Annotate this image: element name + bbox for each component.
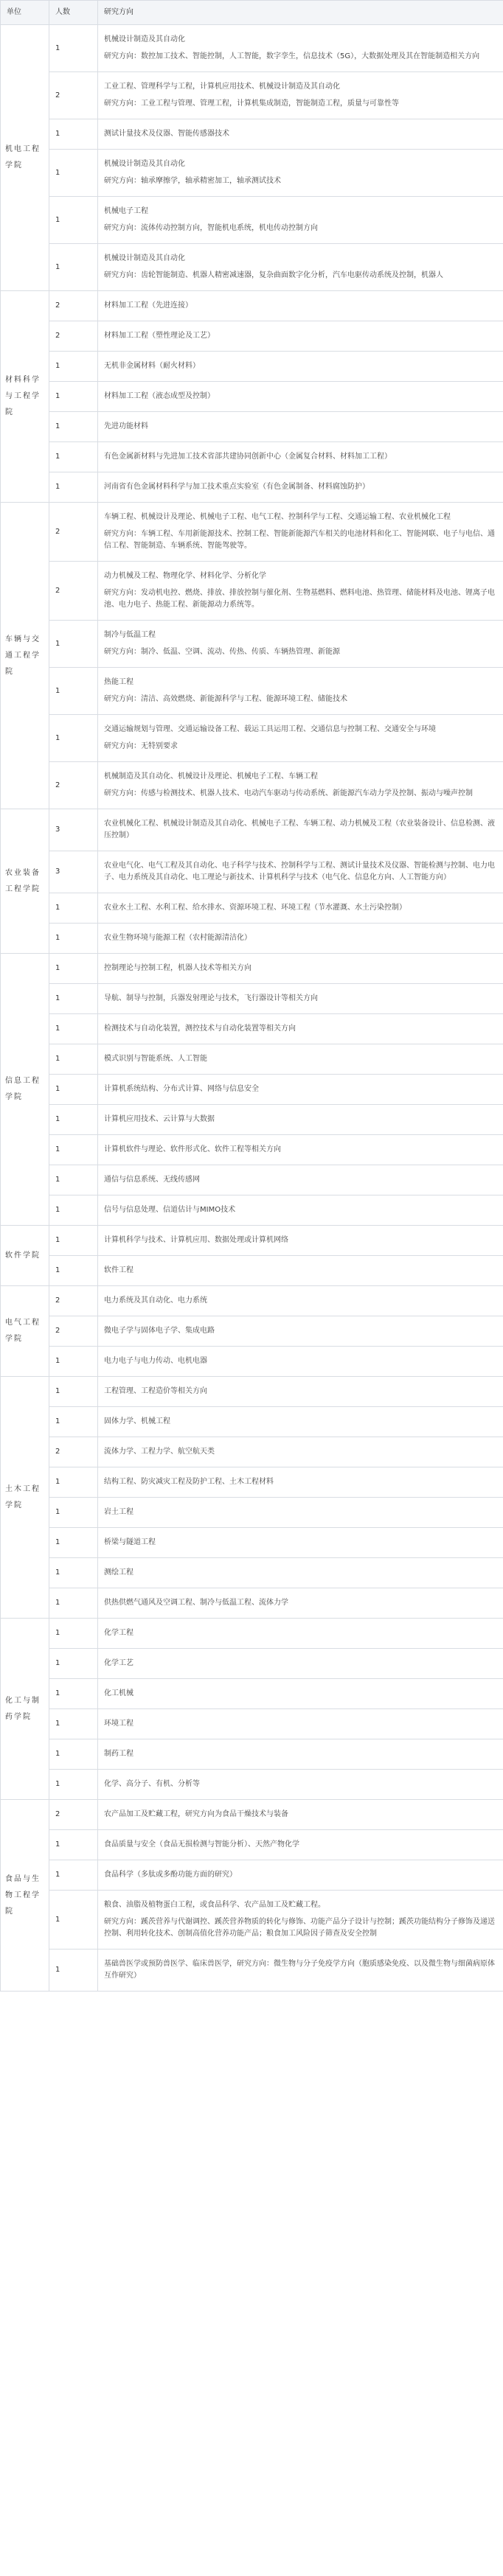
direction-line: 供热供燃气通风及空调工程、制冷与低温工程、流体力学 bbox=[104, 1599, 288, 1607]
direction-line: 计算机科学与技术、计算机应用、数据处理或计算机网络 bbox=[104, 1236, 288, 1244]
direction-cell bbox=[98, 1709, 503, 1739]
count-cell: 1 bbox=[49, 1377, 98, 1407]
direction-cell bbox=[98, 503, 503, 562]
count-cell: 1 bbox=[49, 244, 98, 291]
direction-cell bbox=[98, 25, 503, 72]
count-cell: 1 bbox=[49, 1588, 98, 1619]
table-row bbox=[1, 984, 503, 1014]
count-cell: 1 bbox=[49, 984, 98, 1014]
unit-name: 电气工程学院 bbox=[5, 1319, 41, 1343]
direction-cell bbox=[98, 762, 503, 809]
table-row bbox=[1, 503, 503, 562]
unit-cell bbox=[1, 291, 49, 503]
table-row bbox=[1, 25, 503, 72]
unit-name: 信息工程学院 bbox=[5, 1077, 41, 1101]
table-row bbox=[1, 472, 503, 503]
direction-line: 桥梁与隧道工程 bbox=[104, 1538, 156, 1546]
direction-line: 计算机软件与理论、软件形式化、软件工程等相关方向 bbox=[104, 1145, 281, 1153]
unit-name: 车辆与交通工程学院 bbox=[5, 635, 41, 676]
direction-line: 研究方向：流体传动控制方向，智能机电系统，机电传动控制方向 bbox=[104, 224, 318, 232]
direction-line: 材料加工工程（先进连接） bbox=[104, 301, 192, 310]
count-cell: 1 bbox=[49, 621, 98, 668]
table-row bbox=[1, 1135, 503, 1165]
table-row bbox=[1, 1679, 503, 1709]
direction-line: 农业水土工程、水利工程、给水排水、资源环境工程、环境工程（节水灌溉、水土污染控制） bbox=[104, 904, 406, 912]
count-cell: 1 bbox=[49, 1891, 98, 1950]
direction-cell bbox=[98, 197, 503, 244]
direction-line: 材料加工工程（液态成型及控制） bbox=[104, 392, 215, 400]
count-cell: 1 bbox=[49, 119, 98, 150]
direction-cell bbox=[98, 1498, 503, 1528]
direction-line: 机械设计制造及其自动化 bbox=[104, 35, 185, 43]
table-row bbox=[1, 668, 503, 715]
direction-cell bbox=[98, 621, 503, 668]
count-cell: 3 bbox=[49, 809, 98, 851]
count-cell: 1 bbox=[49, 1558, 98, 1588]
direction-line: 农业生物环境与能源工程（农村能源清洁化） bbox=[104, 934, 252, 942]
header-unit: 单位 bbox=[1, 1, 49, 25]
table-row bbox=[1, 809, 503, 851]
direction-cell bbox=[98, 1558, 503, 1588]
unit-name: 农业装备工程学院 bbox=[5, 868, 41, 893]
direction-line: 化学工艺 bbox=[104, 1659, 133, 1667]
header-direction: 研究方向 bbox=[98, 1, 503, 25]
direction-cell bbox=[98, 1770, 503, 1800]
table-row bbox=[1, 1195, 503, 1226]
direction-cell bbox=[98, 150, 503, 197]
count-cell: 1 bbox=[49, 1649, 98, 1679]
table-row bbox=[1, 1286, 503, 1316]
table-row bbox=[1, 412, 503, 442]
table-row bbox=[1, 1950, 503, 1992]
direction-line: 信号与信息处理、信道估计与MIMO技术 bbox=[104, 1206, 236, 1214]
unit-cell bbox=[1, 1286, 49, 1377]
direction-cell bbox=[98, 72, 503, 119]
direction-cell bbox=[98, 809, 503, 851]
direction-cell bbox=[98, 1739, 503, 1770]
count-cell: 1 bbox=[49, 25, 98, 72]
direction-line: 研究方向：制冷、低温、空调、流动、传热、传质、车辆热管理、新能源 bbox=[104, 648, 340, 656]
direction-line: 通信与信息系统、无线传感网 bbox=[104, 1176, 200, 1184]
direction-line: 农业电气化、电气工程及其自动化、电子科学与技术、控制科学与工程、测试计量技术及仪器、智能检测与控制、电力电子、电力系统及其自动化、电工理论与新技术、计算机科学与技术（电气化、信息化方向、人工智能方向） bbox=[104, 862, 495, 882]
count-cell: 2 bbox=[49, 1437, 98, 1467]
unit-cell bbox=[1, 954, 49, 1226]
direction-line: 测绘工程 bbox=[104, 1568, 133, 1577]
direction-cell bbox=[98, 893, 503, 924]
direction-cell bbox=[98, 1014, 503, 1044]
direction-line: 岩土工程 bbox=[104, 1508, 133, 1516]
direction-line: 先进功能材料 bbox=[104, 422, 148, 430]
count-cell: 1 bbox=[49, 1950, 98, 1992]
direction-cell bbox=[98, 1316, 503, 1347]
direction-line: 交通运输规划与管理、交通运输设备工程、载运工具运用工程、交通信息与控制工程、交通安全与环境 bbox=[104, 725, 436, 733]
direction-cell bbox=[98, 1256, 503, 1286]
count-cell: 1 bbox=[49, 893, 98, 924]
direction-line: 化工机械 bbox=[104, 1689, 133, 1697]
direction-line: 材料加工工程（塑性理论及工艺） bbox=[104, 332, 215, 340]
count-cell: 1 bbox=[49, 1135, 98, 1165]
count-cell: 1 bbox=[49, 1498, 98, 1528]
direction-line: 车辆工程、机械设计及理论、机械电子工程、电气工程、控制科学与工程、交通运输工程、农业机械化工程 bbox=[104, 513, 451, 521]
unit-cell bbox=[1, 1800, 49, 1992]
direction-line: 农产品加工及贮藏工程，研究方向为食品干燥技术与装备 bbox=[104, 1810, 288, 1818]
direction-cell bbox=[98, 1226, 503, 1256]
direction-line: 控制理论与控制工程，机器人技术等相关方向 bbox=[104, 964, 252, 972]
unit-cell bbox=[1, 503, 49, 809]
direction-line: 微电子学与固体电子学、集成电路 bbox=[104, 1327, 215, 1335]
direction-cell bbox=[98, 1407, 503, 1437]
direction-line: 有色金属新材料与先进加工技术省部共建协同创新中心（金属复合材料、材料加工工程） bbox=[104, 453, 392, 461]
direction-cell bbox=[98, 321, 503, 352]
direction-cell bbox=[98, 984, 503, 1014]
table-row bbox=[1, 442, 503, 472]
unit-name: 材料科学与工程学院 bbox=[5, 376, 41, 416]
table-row bbox=[1, 1709, 503, 1739]
direction-line: 计算机应用技术、云计算与大数据 bbox=[104, 1115, 215, 1123]
direction-line: 检测技术与自动化装置，测控技术与自动化装置等相关方向 bbox=[104, 1025, 296, 1033]
unit-name: 机电工程学院 bbox=[5, 145, 41, 170]
count-cell: 1 bbox=[49, 1044, 98, 1075]
count-cell: 1 bbox=[49, 1105, 98, 1135]
count-cell: 2 bbox=[49, 72, 98, 119]
direction-line: 化学、高分子、有机、分析等 bbox=[104, 1780, 200, 1788]
direction-line: 研究方向：齿轮智能制造、机器人精密减速器，复杂曲面数字化分析，汽车电驱传动系统及控制，机器人 bbox=[104, 271, 443, 279]
table-row bbox=[1, 1347, 503, 1377]
count-cell: 1 bbox=[49, 442, 98, 472]
count-cell: 1 bbox=[49, 1195, 98, 1226]
count-cell: 2 bbox=[49, 762, 98, 809]
direction-line: 模式识别与智能系统、人工智能 bbox=[104, 1055, 207, 1063]
table-row bbox=[1, 291, 503, 321]
count-cell: 1 bbox=[49, 472, 98, 503]
count-cell: 1 bbox=[49, 412, 98, 442]
table-row bbox=[1, 1226, 503, 1256]
table-row bbox=[1, 851, 503, 893]
direction-line: 食品质量与安全（食品无损检测与智能分析）、天然产物化学 bbox=[104, 1840, 299, 1849]
direction-line: 食品科学（多肽或多酚功能方面的研究） bbox=[104, 1871, 237, 1879]
direction-line: 电力电子与电力传动、电机电器 bbox=[104, 1357, 207, 1365]
table-row bbox=[1, 621, 503, 668]
unit-name: 土木工程学院 bbox=[5, 1484, 41, 1509]
table-row bbox=[1, 352, 503, 382]
count-cell: 1 bbox=[49, 954, 98, 984]
direction-cell bbox=[98, 291, 503, 321]
count-cell: 2 bbox=[49, 562, 98, 621]
table-row bbox=[1, 1649, 503, 1679]
direction-cell bbox=[98, 1377, 503, 1407]
direction-cell bbox=[98, 1619, 503, 1649]
direction-line: 测试计量技术及仪器、智能传感器技术 bbox=[104, 130, 229, 138]
unit-cell bbox=[1, 1226, 49, 1286]
unit-name: 软件学院 bbox=[5, 1251, 41, 1260]
count-cell: 1 bbox=[49, 1165, 98, 1195]
table-row bbox=[1, 1437, 503, 1467]
table-row bbox=[1, 150, 503, 197]
direction-cell bbox=[98, 1860, 503, 1891]
direction-cell bbox=[98, 412, 503, 442]
count-cell: 1 bbox=[49, 1679, 98, 1709]
direction-cell bbox=[98, 1135, 503, 1165]
direction-line: 机械设计制造及其自动化 bbox=[104, 254, 185, 262]
direction-cell bbox=[98, 1105, 503, 1135]
count-cell: 2 bbox=[49, 321, 98, 352]
direction-cell bbox=[98, 1679, 503, 1709]
table-row bbox=[1, 924, 503, 954]
direction-cell bbox=[98, 1950, 503, 1992]
count-cell: 1 bbox=[49, 150, 98, 197]
count-cell: 1 bbox=[49, 1347, 98, 1377]
direction-line: 基础兽医学或预防兽医学、临床兽医学，研究方向：微生物与分子免疫学方向（胞质感染免疫、以及微生物与细菌病原体互作研究） bbox=[104, 1960, 495, 1980]
table-row bbox=[1, 1528, 503, 1558]
count-cell: 1 bbox=[49, 1528, 98, 1558]
unit-cell bbox=[1, 1377, 49, 1619]
direction-line: 研究方向：无特别要求 bbox=[104, 742, 178, 750]
table-row bbox=[1, 1467, 503, 1498]
direction-line: 结构工程、防灾减灾工程及防护工程、土木工程材料 bbox=[104, 1478, 274, 1486]
table-row bbox=[1, 1619, 503, 1649]
direction-cell bbox=[98, 1437, 503, 1467]
direction-line: 机械制造及其自动化、机械设计及理论、机械电子工程、车辆工程 bbox=[104, 772, 318, 781]
direction-cell bbox=[98, 1165, 503, 1195]
direction-cell bbox=[98, 382, 503, 412]
direction-line: 电力系统及其自动化、电力系统 bbox=[104, 1296, 207, 1305]
direction-cell bbox=[98, 244, 503, 291]
direction-line: 研究方向：车辆工程、车用新能源技术、控制工程、智能新能源汽车相关的电池材料和化工、智能网联、电子与电信、通信工程、智能制造、车辆系统、智能驾驶等。 bbox=[104, 530, 495, 550]
count-cell: 2 bbox=[49, 1800, 98, 1830]
direction-line: 动力机械及工程、物理化学、材料化学、分析化学 bbox=[104, 572, 266, 580]
direction-line: 环境工程 bbox=[104, 1720, 133, 1728]
table-row bbox=[1, 244, 503, 291]
direction-cell bbox=[98, 1588, 503, 1619]
direction-cell bbox=[98, 1075, 503, 1105]
table-row bbox=[1, 1498, 503, 1528]
table-row bbox=[1, 1558, 503, 1588]
direction-line: 研究方向：传感与检测技术、机器人技术、电动汽车驱动与传动系统、新能源汽车动力学及控制、振动与噪声控制 bbox=[104, 789, 473, 797]
direction-line: 机械设计制造及其自动化 bbox=[104, 160, 185, 168]
direction-line: 软件工程 bbox=[104, 1266, 133, 1274]
table-row bbox=[1, 1105, 503, 1135]
unit-cell bbox=[1, 25, 49, 291]
direction-cell bbox=[98, 1649, 503, 1679]
direction-cell bbox=[98, 1195, 503, 1226]
table-row bbox=[1, 197, 503, 244]
count-cell: 1 bbox=[49, 1739, 98, 1770]
direction-cell bbox=[98, 562, 503, 621]
table-row bbox=[1, 321, 503, 352]
direction-line: 流体力学、工程力学、航空航天类 bbox=[104, 1448, 215, 1456]
direction-cell bbox=[98, 442, 503, 472]
count-cell: 1 bbox=[49, 1075, 98, 1105]
direction-line: 导航、制导与控制，兵器发射理论与技术，飞行器设计等相关方向 bbox=[104, 994, 318, 1002]
direction-cell bbox=[98, 1286, 503, 1316]
direction-cell bbox=[98, 1891, 503, 1950]
direction-cell bbox=[98, 472, 503, 503]
table-row bbox=[1, 1014, 503, 1044]
direction-line: 研究方向：清洁、高效燃烧、新能源科学与工程、能源环境工程、储能技术 bbox=[104, 695, 347, 703]
direction-cell bbox=[98, 668, 503, 715]
direction-cell bbox=[98, 119, 503, 150]
direction-line: 研究方向：发动机电控、燃烧、排放、排放控制与催化剂、生物基燃料、燃料电池、热管理、储能材料及电池、锂离子电池、电力电子、热能工程、新能源动力系统等。 bbox=[104, 589, 495, 609]
count-cell: 2 bbox=[49, 503, 98, 562]
direction-line: 研究方向：蹊茨营养与代谢调控、蹊茨营养物质的转化与修饰、功能产品分子设计与控制；蹊茨功能结构分子修饰及递送控制、利用转化技术、创制高值化营养功能产品；粮食加工风险因子筛查及安全控制 bbox=[104, 1918, 495, 1938]
direction-line: 固体力学、机械工程 bbox=[104, 1417, 170, 1425]
direction-cell bbox=[98, 1830, 503, 1860]
table-header-row bbox=[1, 1, 503, 25]
table-row bbox=[1, 715, 503, 762]
count-cell: 1 bbox=[49, 1830, 98, 1860]
direction-line: 机械电子工程 bbox=[104, 207, 148, 215]
direction-cell bbox=[98, 924, 503, 954]
table-row bbox=[1, 1407, 503, 1437]
table-row bbox=[1, 1044, 503, 1075]
table-row bbox=[1, 1588, 503, 1619]
table-row bbox=[1, 1075, 503, 1105]
direction-cell bbox=[98, 1467, 503, 1498]
count-cell: 3 bbox=[49, 851, 98, 893]
table-row bbox=[1, 954, 503, 984]
count-cell: 1 bbox=[49, 668, 98, 715]
count-cell: 1 bbox=[49, 352, 98, 382]
count-cell: 1 bbox=[49, 1407, 98, 1437]
unit-cell bbox=[1, 1619, 49, 1800]
count-cell: 1 bbox=[49, 1226, 98, 1256]
direction-line: 研究方向：轴承摩擦学，轴承精密加工，轴承测试技术 bbox=[104, 177, 281, 185]
table-row bbox=[1, 1256, 503, 1286]
count-cell: 1 bbox=[49, 1709, 98, 1739]
table-row bbox=[1, 1830, 503, 1860]
direction-cell bbox=[98, 352, 503, 382]
unit-cell bbox=[1, 809, 49, 954]
direction-line: 化学工程 bbox=[104, 1629, 133, 1637]
table-body bbox=[1, 25, 503, 1992]
table-row bbox=[1, 1316, 503, 1347]
count-cell: 1 bbox=[49, 1256, 98, 1286]
direction-line: 热能工程 bbox=[104, 678, 133, 686]
direction-line: 无机非金属材料（耐火材料） bbox=[104, 362, 200, 370]
direction-cell bbox=[98, 1800, 503, 1830]
direction-line: 农业机械化工程、机械设计制造及其自动化、机械电子工程、车辆工程、动力机械及工程（农业装备设计、信息检测、液压控制） bbox=[104, 820, 495, 840]
table-row bbox=[1, 1800, 503, 1830]
direction-line: 粮食、油脂及植物蛋白工程，或食品科学、农产品加工及贮藏工程。 bbox=[104, 1901, 325, 1909]
count-cell: 1 bbox=[49, 1467, 98, 1498]
count-cell: 1 bbox=[49, 197, 98, 244]
unit-name: 化工与制药学院 bbox=[5, 1696, 41, 1721]
count-cell: 2 bbox=[49, 1286, 98, 1316]
table-row bbox=[1, 1860, 503, 1891]
count-cell: 1 bbox=[49, 1014, 98, 1044]
count-cell: 2 bbox=[49, 1316, 98, 1347]
direction-line: 河南省有色金属材料科学与加工技术重点实验室（有色金属制备、材料腐蚀防护） bbox=[104, 483, 370, 491]
table-row bbox=[1, 1739, 503, 1770]
direction-cell bbox=[98, 1347, 503, 1377]
count-cell: 1 bbox=[49, 924, 98, 954]
direction-line: 工程管理、工程造价等相关方向 bbox=[104, 1387, 207, 1395]
table-row bbox=[1, 562, 503, 621]
table-row bbox=[1, 119, 503, 150]
table-row bbox=[1, 1770, 503, 1800]
count-cell: 1 bbox=[49, 1770, 98, 1800]
count-cell: 1 bbox=[49, 715, 98, 762]
table-row bbox=[1, 1891, 503, 1950]
direction-cell bbox=[98, 851, 503, 893]
direction-line: 计算机系统结构、分布式计算、网络与信息安全 bbox=[104, 1085, 259, 1093]
direction-line: 研究方向：数控加工技术、智能控制，人工智能，数字孪生，信息技术（5G），大数据处理及其在智能制造相关方向 bbox=[104, 52, 480, 60]
direction-cell bbox=[98, 715, 503, 762]
direction-cell bbox=[98, 1528, 503, 1558]
count-cell: 1 bbox=[49, 1860, 98, 1891]
direction-line: 工业工程、管理科学与工程，计算机应用技术、机械设计制造及其自动化 bbox=[104, 83, 340, 91]
count-cell: 2 bbox=[49, 291, 98, 321]
direction-cell bbox=[98, 954, 503, 984]
table-row bbox=[1, 1377, 503, 1407]
direction-cell bbox=[98, 1044, 503, 1075]
direction-line: 制冷与低温工程 bbox=[104, 631, 156, 639]
direction-line: 研究方向：工业工程与管理、管理工程，计算机集成制造，智能制造工程，质量与可靠性等 bbox=[104, 100, 399, 108]
table-row bbox=[1, 382, 503, 412]
count-cell: 1 bbox=[49, 382, 98, 412]
direction-line: 制药工程 bbox=[104, 1750, 133, 1758]
table-row bbox=[1, 72, 503, 119]
header-count: 人数 bbox=[49, 1, 98, 25]
table-row bbox=[1, 762, 503, 809]
count-cell: 1 bbox=[49, 1619, 98, 1649]
table-row bbox=[1, 1165, 503, 1195]
table-row bbox=[1, 893, 503, 924]
unit-name: 食品与生物工程学院 bbox=[5, 1874, 41, 1916]
